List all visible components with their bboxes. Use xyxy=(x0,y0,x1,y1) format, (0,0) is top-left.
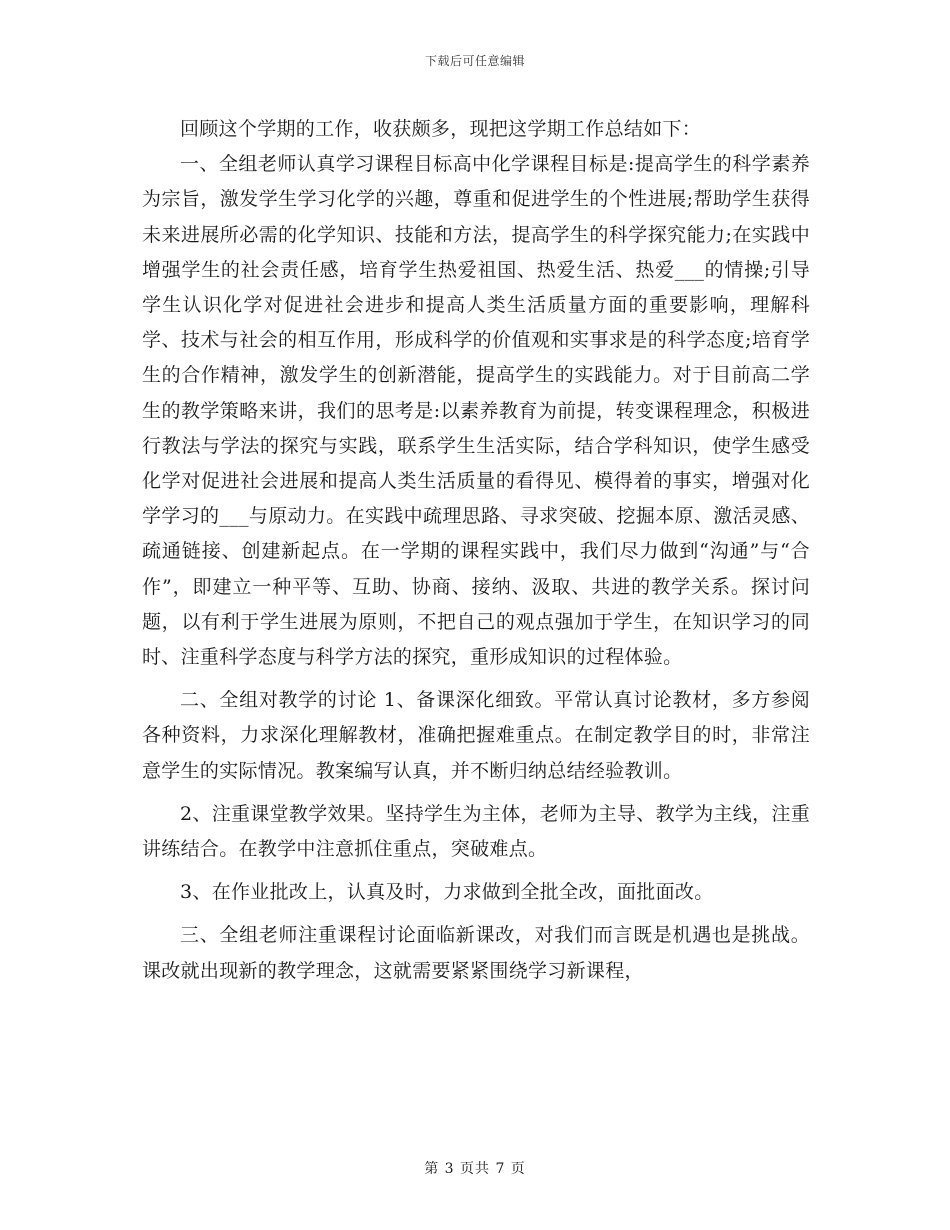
section-two-paragraph: 二、全组对教学的讨论 1、备课深化细致。平常认真讨论教材，多方参阅各种资料，力求深化理解教材，准确把握难重点。在制定教学目的时，非常注意学生的实际情况。教案编写认真，并不断归纳总结经验教训。 xyxy=(142,689,810,782)
section-three-paragraph: 三、全组老师注重课程讨论面临新课改，对我们而言既是机遇也是挑战。课改就出现新的教学理念，这就需要紧紧围绕学习新课程， xyxy=(142,924,810,982)
item-two-paragraph: 2、注重课堂教学效果。坚持学生为主体，老师为主导、教学为主线，注重讲练结合。在教学中注意抓住重点，突破难点。 xyxy=(142,802,810,861)
page-number: 第 3 页共 7 页 xyxy=(424,1161,526,1177)
page-header: 下载后可任意编辑 xyxy=(424,54,525,68)
intro-paragraph: 回顾这个学期的工作，收获颇多，现把这学期工作总结如下： xyxy=(180,118,702,140)
document-body xyxy=(142,112,810,989)
item-three-paragraph: 3、在作业批改上，认真及时，力求做到全批全改，面批面改。 xyxy=(180,881,714,904)
section-one-paragraph: 一、全组老师认真学习课程目标高中化学课程目标是:提高学生的科学素养为宗旨，激发学生学习化学的兴趣，尊重和促进学生的个性进展;帮助学生获得未来进展所必需的化学知识、技能和方法，提高学生的科学探究能力;在实践中增强学生的社会责任感，培育学生热爱祖国、热爱生活、热爱___的情操;引导学生认识化学对促进社会进步和提高人类生活质量方面的重要影响，理解科学、技术与社会的相互作用，形成科学的价值观和实事求是的科学态度;培育学生的合作精神，激发学生的创新潜能，提高学生的实践能力。对于目前高二学生的教学策略来讲，我们的思考是:以素养教育为前提，转变课程理念，积极进行教法与学法的探究与实践，联系学生生活实际，结合学科知识，使学生感受化学对促进社会进展和提高人类生活质量的看得见、模得着的事实，增强对化学学习的___与原动力。在实践中疏理思路、寻求突破、挖掘本原、激活灵感、疏通链接、创建新起点。在一学期的课程实践中，我们尽力做到“沟通”与“合作”，即建立一种平等、互助、协商、接纳、汲取、共进的教学关系。探讨问题，以有利于学生进展为原则，不把自己的观点强加于学生，在知识学习的同时、注重科学态度与科学方法的探究，重形成知识的过程体验。 xyxy=(142,153,810,669)
